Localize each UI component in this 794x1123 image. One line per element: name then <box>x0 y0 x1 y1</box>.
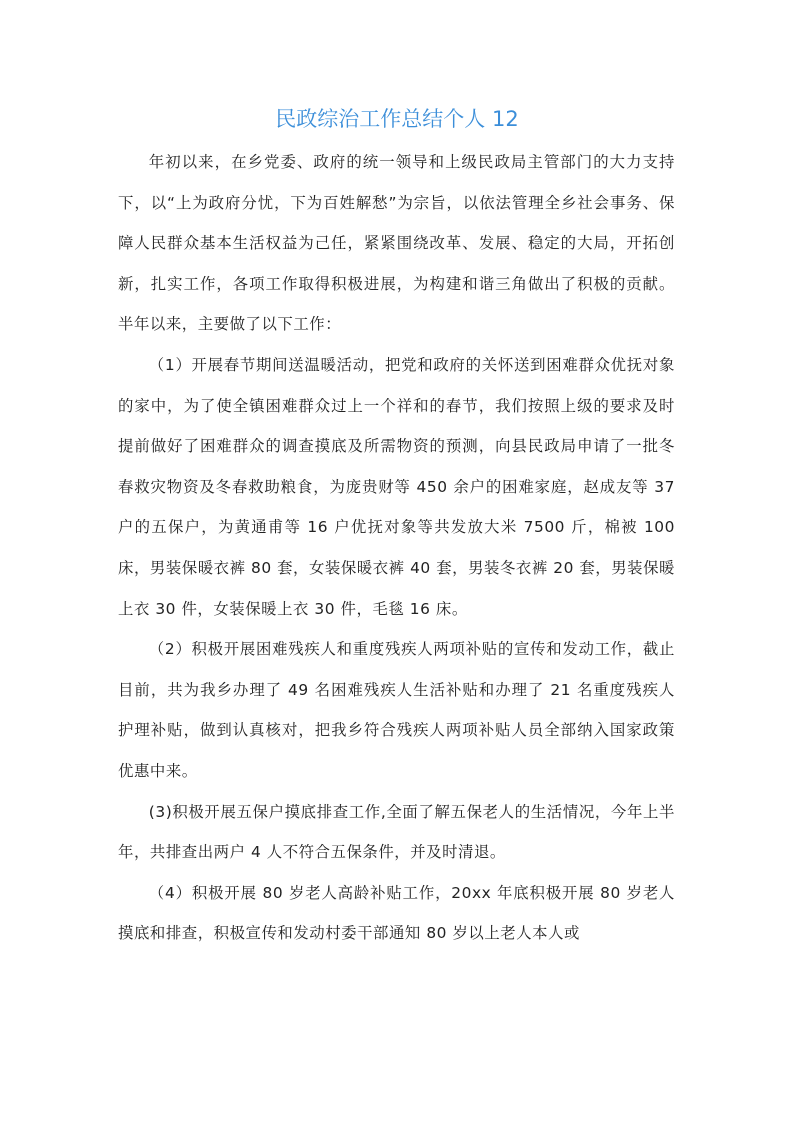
paragraph-item-1: （1）开展春节期间送温暖活动，把党和政府的关怀送到困难群众优抚对象的家中，为了使全镇困难群众过上一个祥和的春节，我们按照上级的要求及时提前做好了困难群众的调查摸底及所需物资的预测，向县民政局申请了一批冬春救灾物资及冬春救助粮食，为庞贵财等 450 余户的困难家庭，赵成友等 37 户的五保户，为黄通甫等 16 户优抚对象等共发放大米 7500 斤，棉被 100 床，男装保暖衣裤 80 套，女装保暖衣裤 40 套，男装冬衣裤 20 套，男装保暖上衣 30 件，女装保暖上衣 30 件，毛毯 16 床。 <box>118 355 675 618</box>
paragraph-item-4: （4）积极开展 80 岁老人高龄补贴工作，20xx 年底积极开展 80 岁老人摸底和排查，积极宣传和发动村委干部通知 80 岁以上老人本人或 <box>118 883 675 943</box>
paragraph-item-2: （2）积极开展困难残疾人和重度残疾人两项补贴的宣传和发动工作，截止目前，共为我乡办理了 49 名困难残疾人生活补贴和办理了 21 名重度残疾人护理补贴，做到认真核对，把我乡符合残疾人两项补贴人员全部纳入国家政策优惠中来。 <box>118 640 675 780</box>
paragraph-intro: 年初以来，在乡党委、政府的统一领导和上级民政局主管部门的大力支持下，以“上为政府分忧，下为百姓解愁”为宗旨，以依法管理全乡社会事务、保障人民群众基本生活权益为己任，紧紧围绕改革、发展、稳定的大局，开拓创新，扎实工作，各项工作取得积极进展，为构建和谐三角做出了积极的贡献。半年以来，主要做了以下工作： <box>118 153 675 334</box>
document-body <box>118 142 675 954</box>
document-title: 民政综治工作总结个人 12 <box>275 107 519 131</box>
paragraph-item-3: (3)积极开展五保户摸底排查工作,全面了解五保老人的生活情况，今年上半年，共排查出两户 4 人不符合五保条件，并及时清退。 <box>118 802 675 862</box>
